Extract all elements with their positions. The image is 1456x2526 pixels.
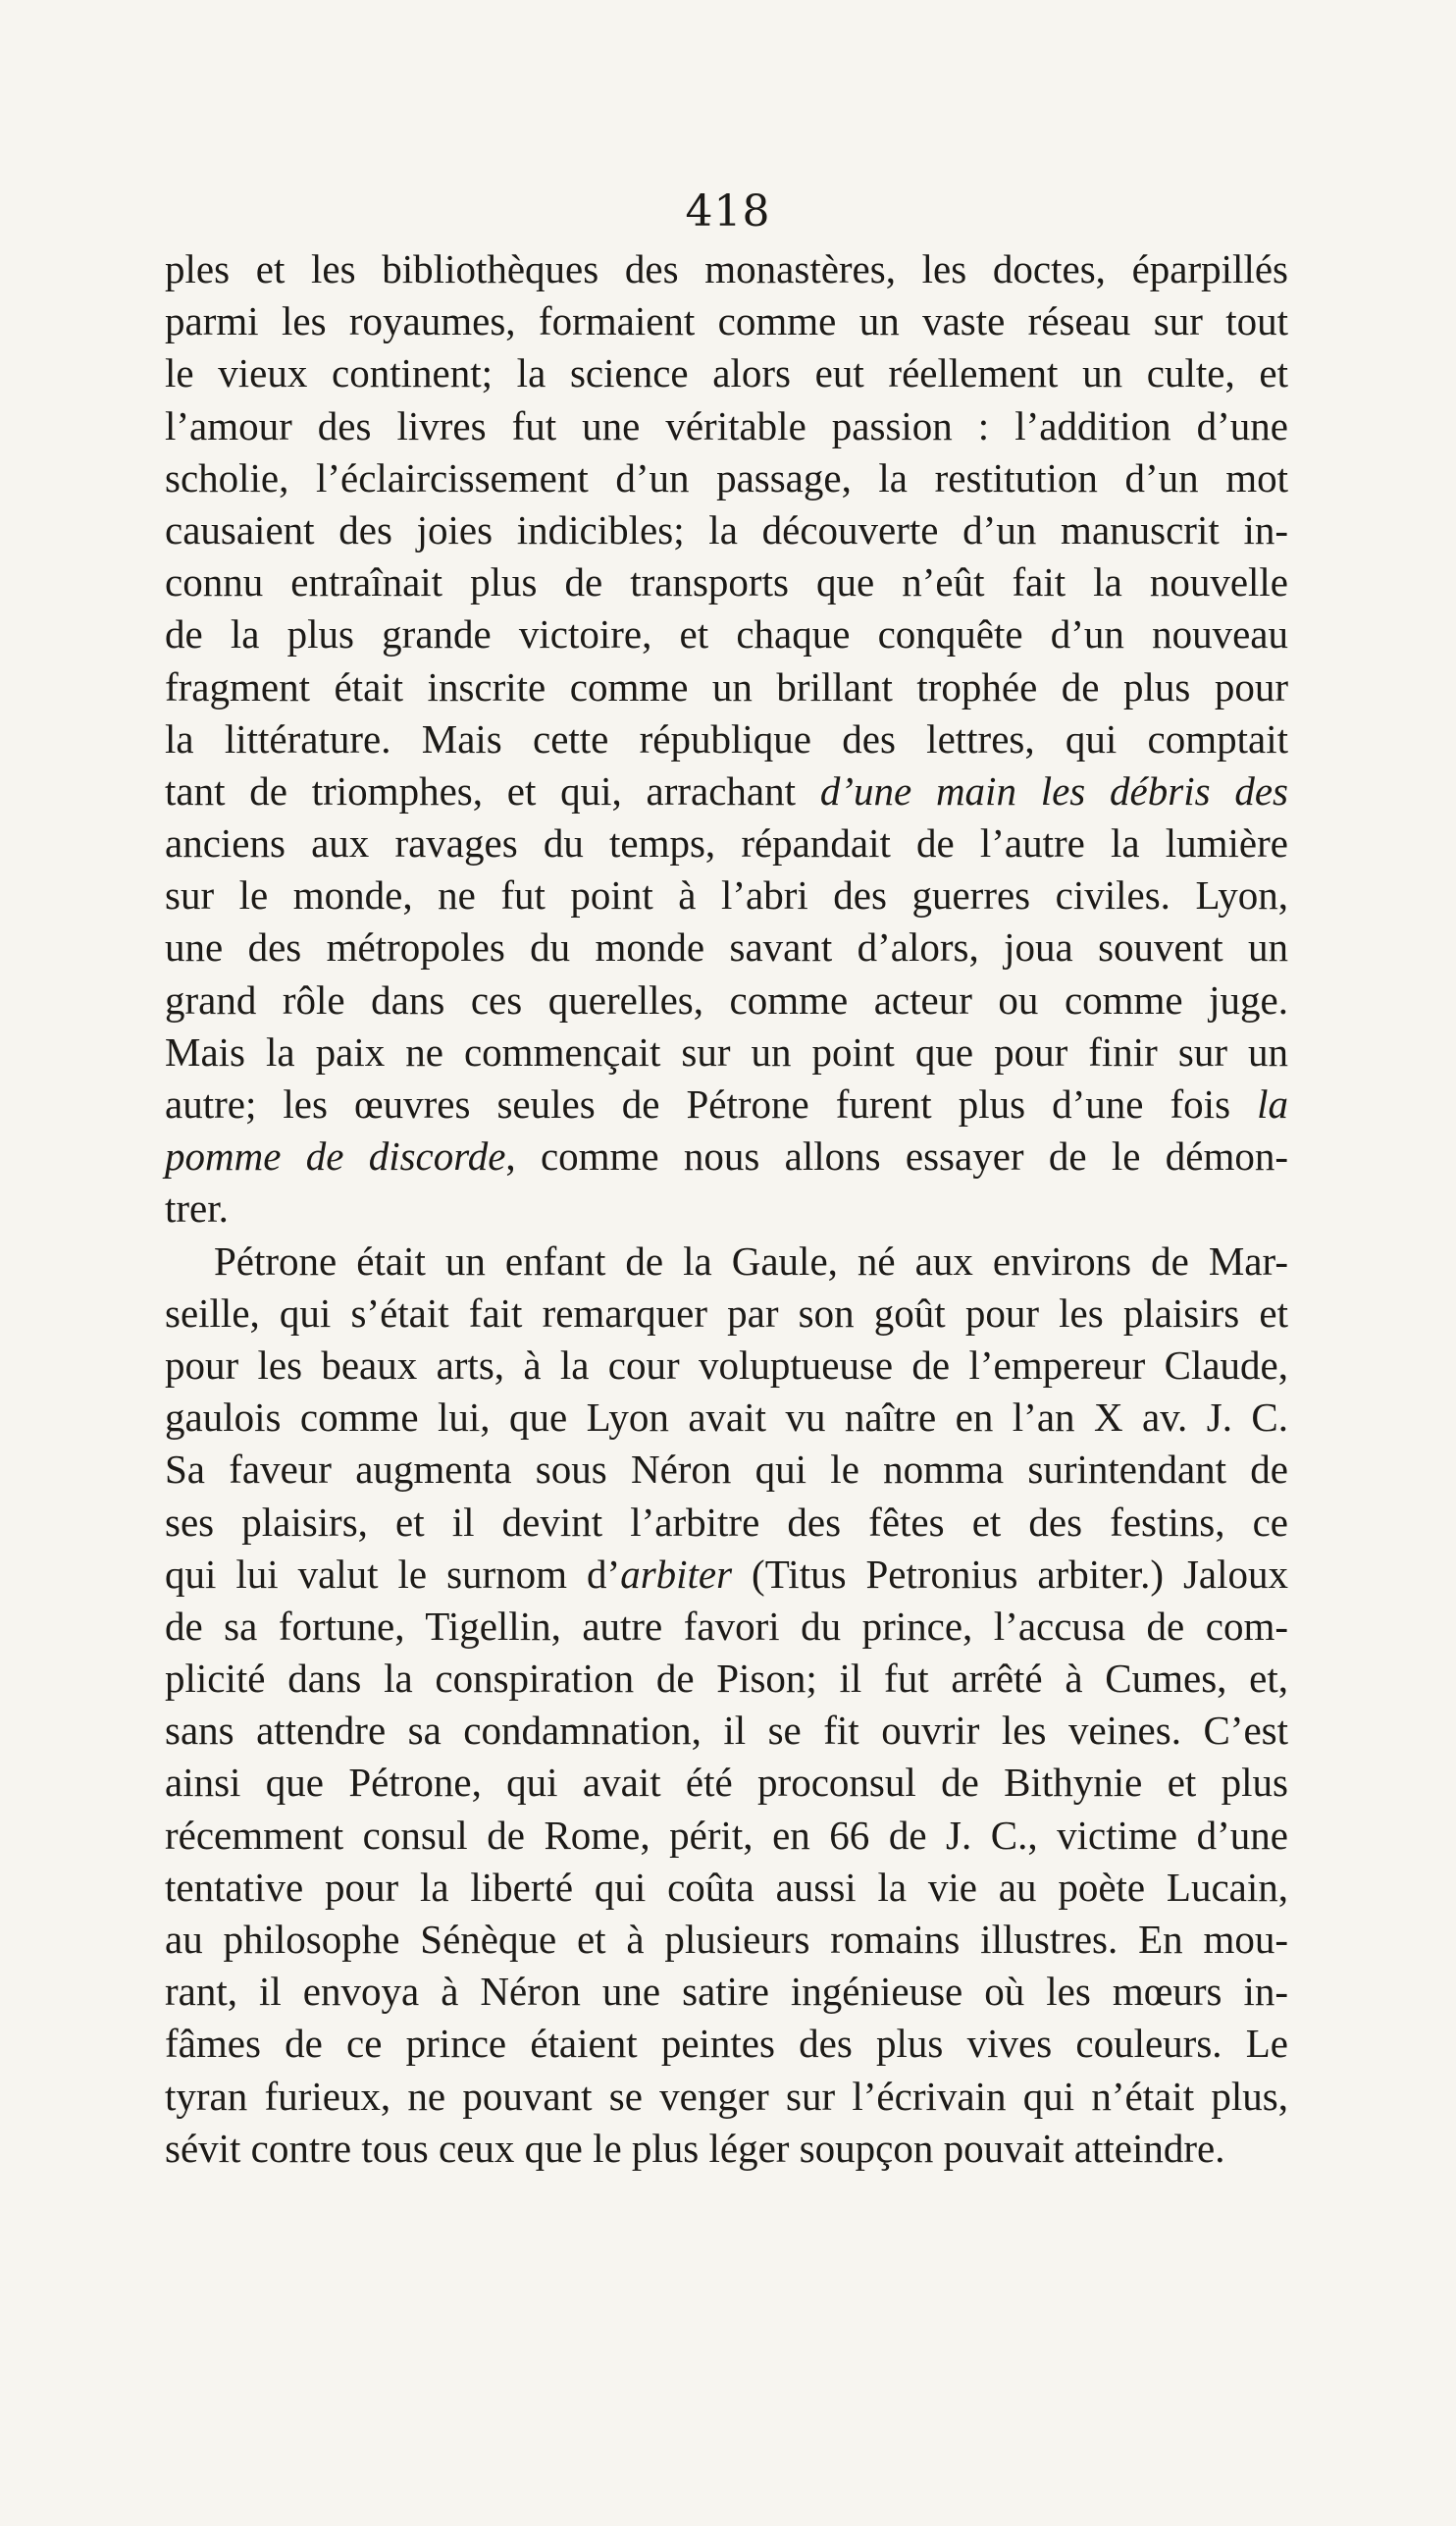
text-segment: tyran furieux, ne pouvant se venger sur l’écrivain qui n’était plus, <box>165 2073 1288 2119</box>
text-segment: le vieux continent; la science alors eut réellement un culte, et <box>165 350 1288 396</box>
text-line <box>165 2071 1288 2123</box>
text-line <box>165 921 1288 974</box>
text-segment: ses plaisirs, et il devint l’arbitre des fêtes et des festins, ce <box>165 1499 1288 1545</box>
text-segment: sévit contre tous ceux que le plus léger soupçon pouvait atteindre. <box>165 2125 1225 2171</box>
text-segment: , comme nous allons essayer de le démon- <box>505 1133 1288 1180</box>
text-segment: seille, qui s’était fait remarquer par son goût pour les plaisirs et <box>165 1289 1288 1336</box>
text-segment: de la plus grande victoire, et chaque conquête d’un nouveau <box>165 611 1288 658</box>
text-segment: fragment était inscrite comme un brillant trophée de plus pour <box>165 663 1288 710</box>
text-segment: rant, il envoya à Néron une satire ingénieuse où les mœurs in- <box>165 1969 1288 2015</box>
text-segment: de sa fortune, Tigellin, autre favori du prince, l’accusa de com- <box>165 1603 1288 1649</box>
text-line <box>165 608 1288 660</box>
text-segment: parmi les royaumes, formaient comme un vaste réseau sur tout <box>165 298 1288 344</box>
text-line <box>165 347 1288 399</box>
text-line <box>165 1497 1288 1549</box>
text-line <box>165 869 1288 921</box>
text-line <box>165 1288 1288 1340</box>
text-line <box>165 1862 1288 1914</box>
text-line <box>165 452 1288 504</box>
text-segment: tentative pour la liberté qui coûta aussi la vie au poète Lucain, <box>165 1864 1288 1910</box>
text-segment: anciens aux ravages du temps, répandait de l’autre la lumière <box>165 820 1288 867</box>
text-line <box>165 1236 1288 1288</box>
text-segment: pour les beaux arts, à la cour voluptueuse de l’empereur Claude, <box>165 1342 1288 1388</box>
italic-segment: pomme de discorde <box>165 1133 506 1180</box>
text-line <box>165 2018 1288 2070</box>
text-line <box>165 2123 1288 2175</box>
text-line <box>165 817 1288 869</box>
text-segment: ples et les bibliothèques des monastères, les doctes, éparpillés <box>165 246 1288 291</box>
text-segment: gaulois comme lui, que Lyon avait vu naître en l’an X av. J. C. <box>165 1395 1288 1441</box>
text-line <box>165 1026 1288 1079</box>
text-line <box>165 1079 1288 1131</box>
text-line <box>165 661 1288 713</box>
text-line <box>165 400 1288 452</box>
text-segment: causaient des joies indicibles; la découverte d’un manuscrit in- <box>165 506 1288 553</box>
text-segment: sur le monde, ne fut point à l’abri des guerres civiles. Lyon, <box>165 872 1288 919</box>
italic-segment: arbiter <box>620 1551 733 1597</box>
paragraph-2 <box>165 1236 1288 2175</box>
text-line <box>165 556 1288 608</box>
text-segment: sans attendre sa condamnation, il se fit ouvrir les veines. C’est <box>165 1708 1288 1754</box>
text-segment: au philosophe Sénèque et à plusieurs romains illustres. En mou- <box>165 1917 1288 1962</box>
text-line <box>165 1444 1288 1496</box>
text-segment: grand rôle dans ces querelles, comme acteur ou comme juge. <box>165 976 1288 1023</box>
text-segment: qui lui valut le surnom d’ <box>165 1551 621 1597</box>
text-line <box>165 1392 1288 1444</box>
paragraph-1 <box>165 243 1288 1236</box>
text-segment: trer. <box>165 1185 229 1232</box>
text-line <box>165 713 1288 765</box>
text-segment: une des métropoles du monde savant d’alors, joua souvent un <box>165 924 1288 971</box>
text-segment: (Titus Petronius arbiter.) Jaloux <box>732 1551 1288 1597</box>
text-segment: scholie, l’éclaircissement d’un passage, la restitution d’un mot <box>165 454 1288 500</box>
text-line <box>165 1653 1288 1705</box>
text-line <box>165 1549 1288 1601</box>
text-segment: ainsi que Pétrone, qui avait été proconsul de Bithynie et plus <box>165 1760 1288 1806</box>
text-segment: Sa faveur augmenta sous Néron qui le nomma surintendant de <box>165 1447 1288 1493</box>
text-segment: autre; les œuvres seules de Pétrone furent plus d’une fois <box>165 1081 1258 1127</box>
text-line <box>165 1131 1288 1183</box>
text-line <box>165 243 1288 295</box>
text-segment: connu entraînait plus de transports que n’eût fait la nouvelle <box>165 559 1288 605</box>
text-line <box>165 1810 1288 1862</box>
text-line <box>165 1914 1288 1966</box>
page-number: 418 <box>685 186 771 237</box>
text-segment: récemment consul de Rome, périt, en 66 de J. C., victime d’une <box>165 1812 1288 1858</box>
text-line <box>165 1757 1288 1809</box>
text-segment: tant de triomphes, et qui, arrachant <box>165 767 820 814</box>
italic-segment: la <box>1257 1081 1288 1127</box>
body-text <box>165 243 1288 2175</box>
text-segment: fâmes de ce prince étaient peintes des plus vives couleurs. Le <box>165 2021 1288 2067</box>
text-line <box>165 1705 1288 1757</box>
text-line <box>165 1340 1288 1392</box>
text-line <box>165 295 1288 347</box>
text-line <box>165 1183 1288 1235</box>
text-segment: la littérature. Mais cette république des lettres, qui comptait <box>165 715 1288 762</box>
text-line <box>165 1966 1288 2018</box>
text-line <box>165 1601 1288 1653</box>
text-line <box>165 974 1288 1026</box>
text-segment: plicité dans la conspiration de Pison; il fut arrêté à Cumes, et, <box>165 1656 1288 1702</box>
text-line <box>165 765 1288 817</box>
italic-segment: d’une main les débris des <box>819 767 1288 814</box>
text-segment: Pétrone était un enfant de la Gaule, né aux environs de Mar- <box>214 1237 1288 1284</box>
text-segment: l’amour des livres fut une véritable passion : l’addition d’une <box>165 402 1288 448</box>
text-line <box>165 504 1288 556</box>
text-segment: Mais la paix ne commençait sur un point que pour finir sur un <box>165 1028 1288 1075</box>
